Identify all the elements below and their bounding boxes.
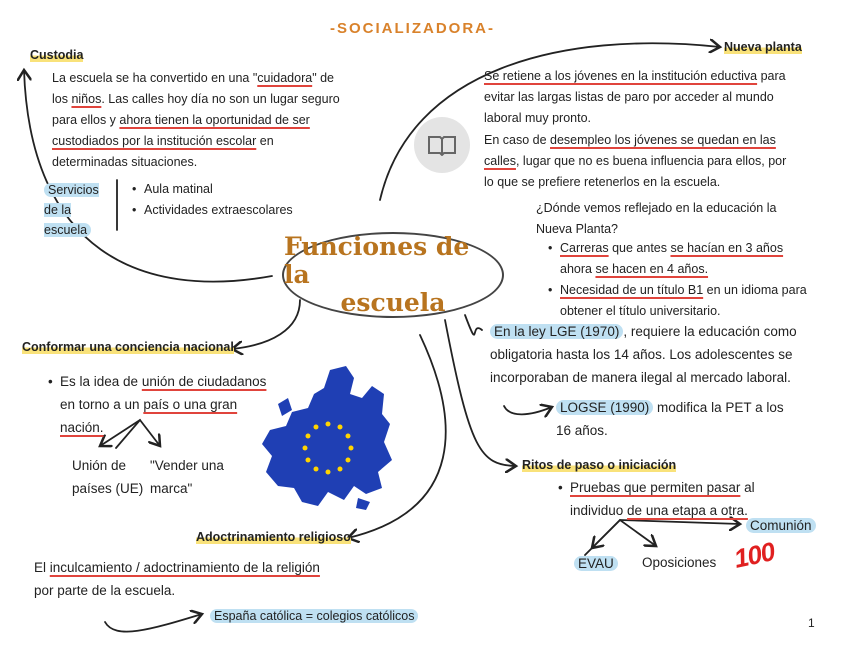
service-item: • Aula matinal — [144, 179, 293, 200]
hundred-points-icon: 100 — [731, 536, 777, 574]
conciencia-heading: Conformar una conciencia nacional — [22, 340, 234, 354]
services-list — [130, 179, 293, 221]
adoctrinamiento-heading: Adoctrinamiento religioso — [196, 530, 351, 544]
central-topic-line-1: Funciones de la — [284, 232, 470, 289]
page-number: 1 — [808, 616, 815, 630]
adoctrinamiento-text: El inculcamiento / adoctrinamiento de la religión por parte de la escuela. — [34, 560, 320, 598]
main-title: -SOCIALIZADORA- — [330, 20, 495, 37]
eu-map-icon — [258, 364, 398, 514]
logse-note: LOGSE (1990) modifica la PET a los 16 años. — [556, 400, 784, 438]
comunion-label: Comunión — [746, 514, 816, 537]
central-topic — [282, 232, 504, 318]
conciencia-item: • Es la idea de unión de ciudadanos en torno a un país o una gran nación. — [60, 370, 280, 439]
central-topic-line-2: escuela — [340, 288, 446, 317]
open-book-icon — [414, 117, 470, 173]
service-item: • Actividades extraescolares — [144, 200, 293, 221]
oposiciones-label: Oposiciones — [642, 555, 717, 570]
nueva-planta-question: ¿Dónde vemos reflejado en la educación la Nueva Planta? — [536, 201, 777, 236]
ritos-item: • Pruebas que permiten pasar al individuo de una etapa a otra. — [570, 476, 790, 522]
nueva-planta-examples — [546, 238, 810, 322]
nueva-planta-paragraph-2: En caso de desempleo los jóvenes se quedan en las calles, lugar que no es buena influencia para ellos, por lo que se prefiere retenerlos en la escuela. — [484, 133, 787, 189]
evau-label: EVAU — [574, 552, 618, 575]
services-label: Servicios de la escuela — [44, 183, 99, 237]
nueva-planta-heading: Nueva planta — [724, 40, 802, 54]
example-item: • Necesidad de un título B1 en un idioma para obtener el título universitario. — [560, 280, 810, 322]
adoctrinamiento-result: España católica = colegios católicos — [210, 606, 418, 627]
custodia-heading: Custodia — [30, 48, 84, 62]
example-item: • Carreras que antes se hacían en 3 años ahora se hacen en 4 años. — [560, 238, 810, 280]
lge-paragraph: En la ley LGE (1970) , requiere la educación como obligatoria hasta los 14 años. Los adolescentes se incorporaban de manera ilegal al mercado laboral. — [490, 324, 797, 385]
nueva-planta-paragraph-1: Se retiene a los jóvenes en la institución eductiva para evitar las largas listas de paro por acceder al mundo laboral muy pronto. — [484, 69, 786, 125]
conciencia-branch-left: Unión de países (UE) — [72, 458, 144, 496]
ritos-heading: Ritos de paso o iniciación — [522, 458, 677, 472]
conciencia-branch-right: "Vender una marca" — [150, 458, 224, 496]
conciencia-list — [46, 370, 280, 439]
custodia-text: La escuela se ha convertido en una "cuidadora" de los niños. Las calles hoy día no son un lugar seguro para ellos y ahora tienen la oportunidad de ser custodiados por la institución escolar en determinadas situaciones. — [52, 71, 340, 169]
